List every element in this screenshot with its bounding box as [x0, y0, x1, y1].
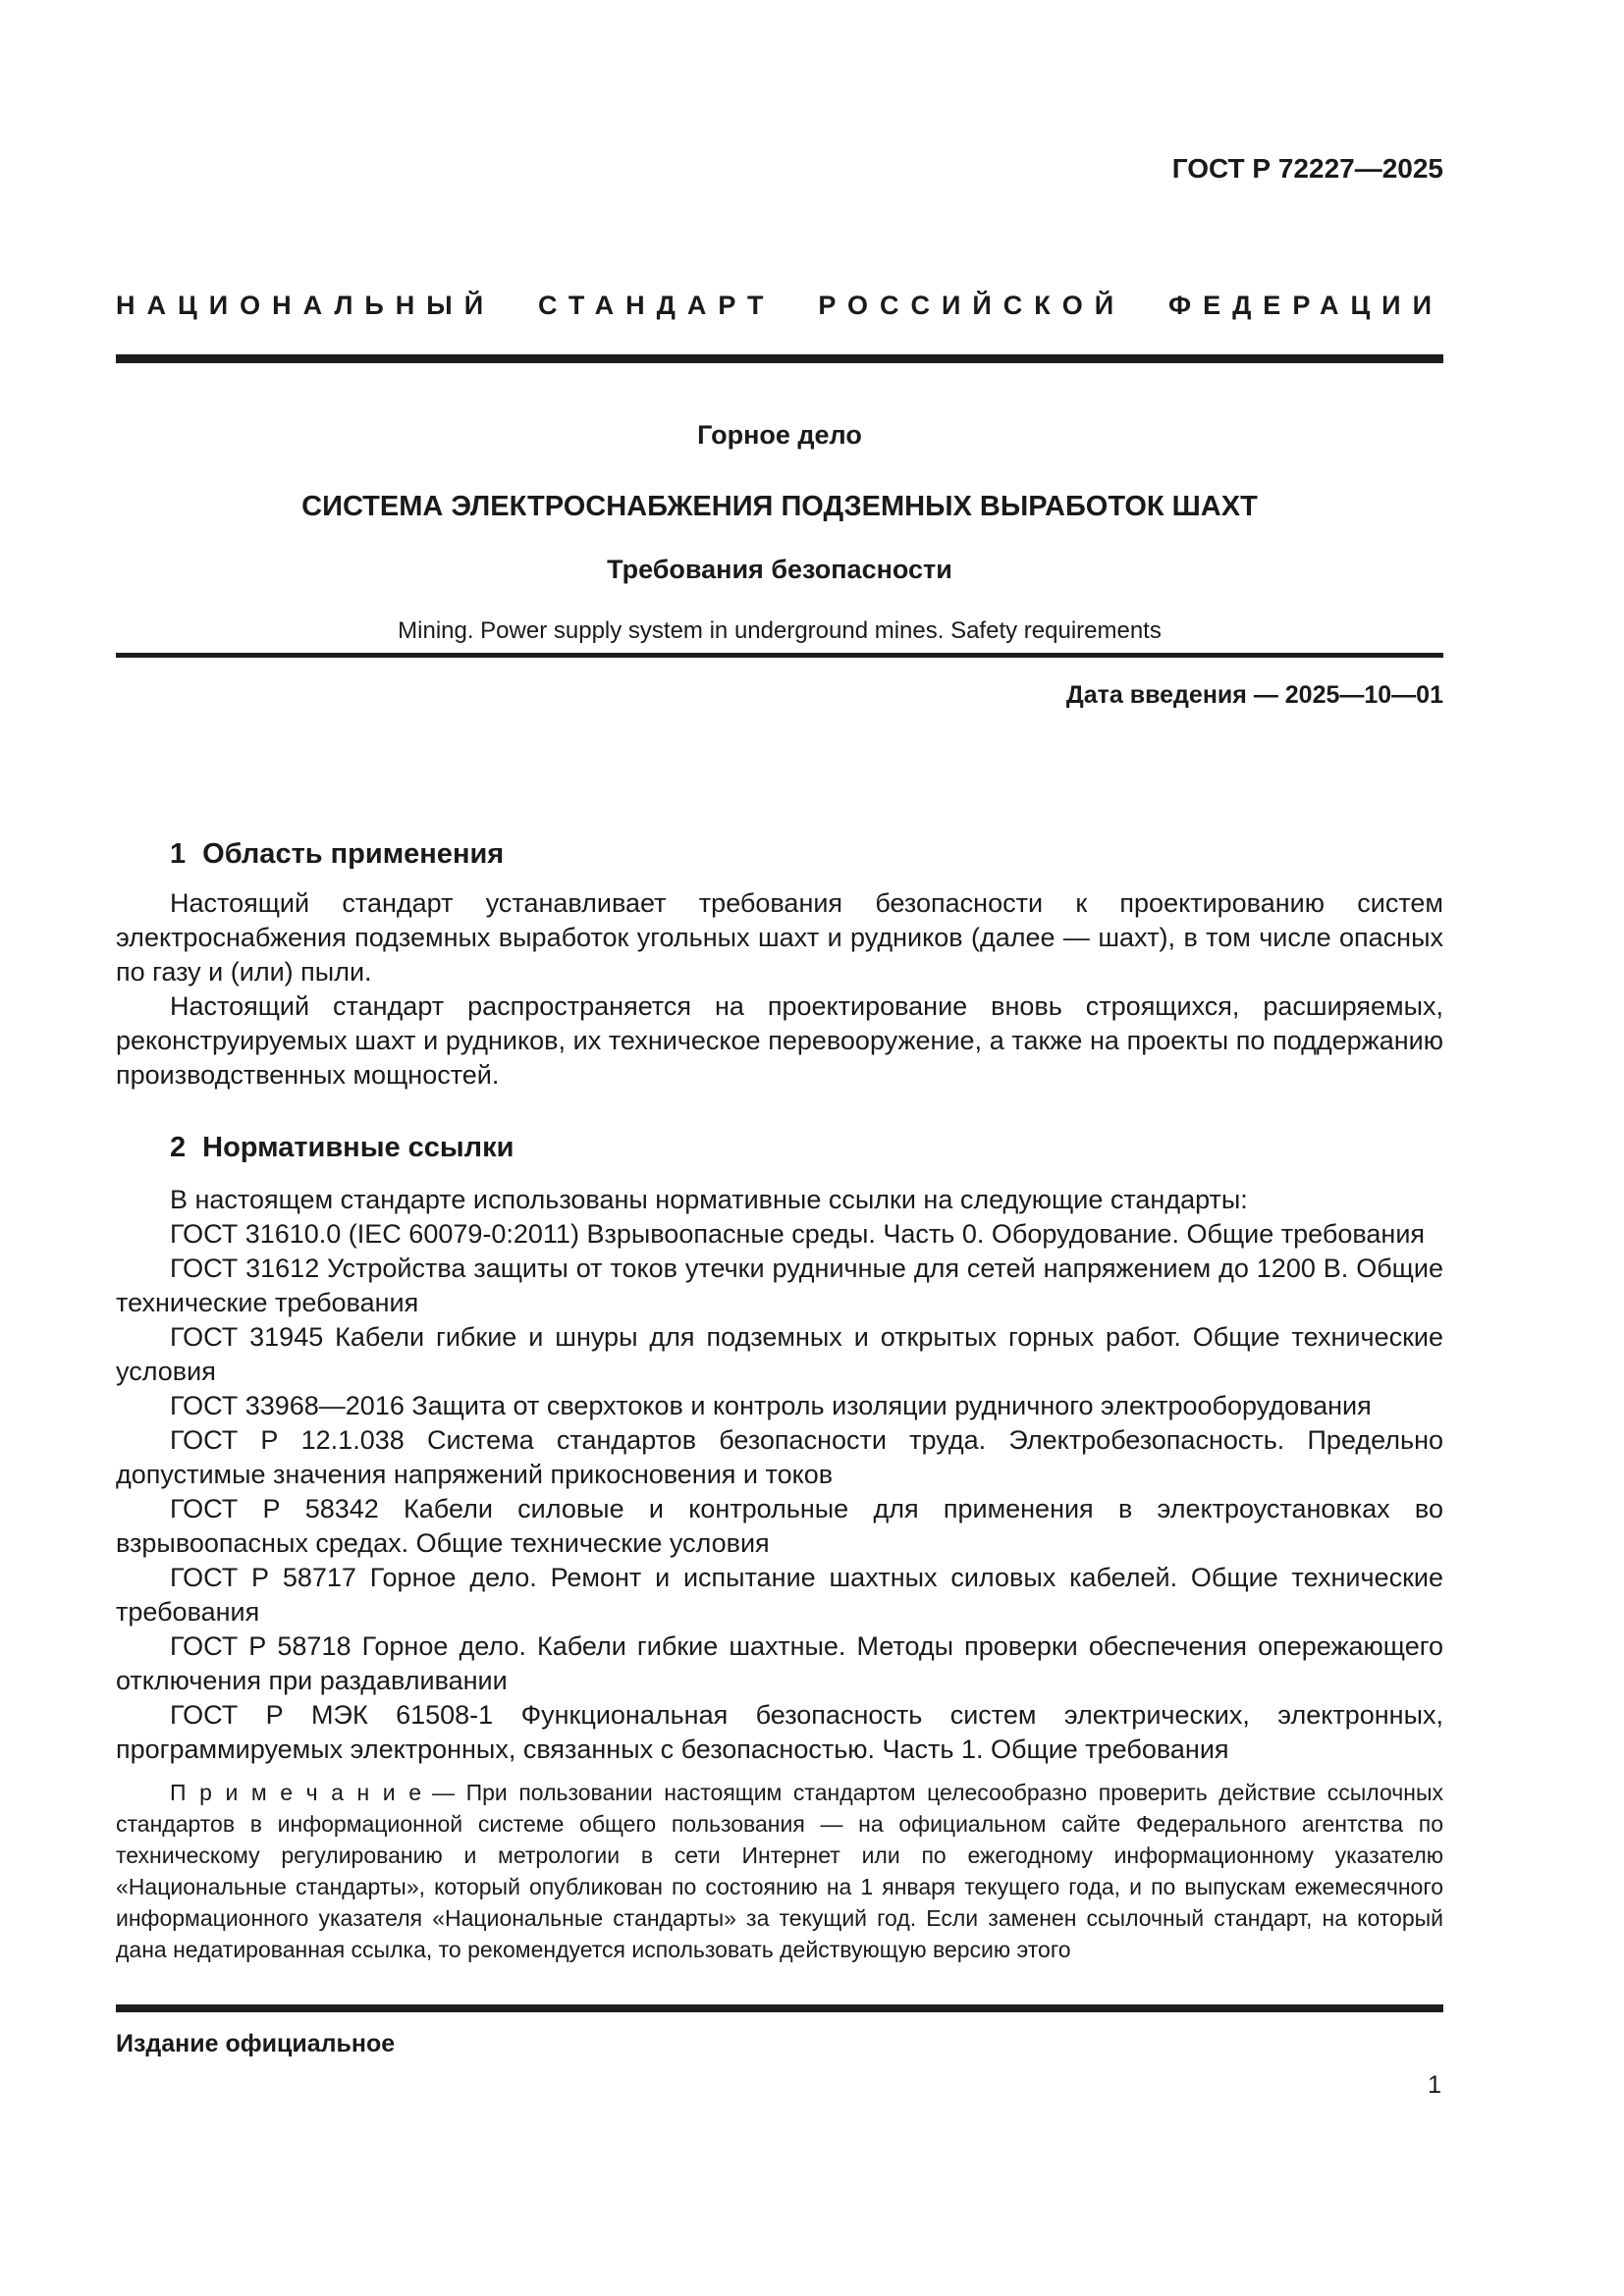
scope-paragraph: Настоящий стандарт распространяется на проектирование вновь строящихся, расширяемых, реконструируемых шахт и рудников, их техническое перевооружение, а также на проекты по поддержанию производственных мощностей.: [116, 991, 1443, 1090]
page-number: 1: [1428, 2071, 1441, 2099]
standard-type-header: НАЦИОНАЛЬНЫЙ СТАНДАРТ РОССИЙСКОЙ ФЕДЕРАЦИИ: [116, 291, 1443, 320]
document-subtitle: Требования безопасности: [607, 555, 952, 584]
standard-reference-item: ГОСТ 31612 Устройства защиты от токов утечки рудничные для сетей напряжением до 1200 В. Общие технические требования: [116, 1254, 1443, 1317]
note-text: — При пользовании настоящим стандартом целесообразно проверить действие ссылочных стандартов в информационной системе общего пользования — на официальном сайте Федерального агентства по техническому регулированию и метрологии в сети Интернет или по ежегодному информационному указателю «Национальные стандарты», который опубликован по состоянию на 1 января текущего года, и по выпускам ежемесячного информационного указателя «Национальные стандарты» за текущий год. Если заменен ссылочный стандарт, на который дана недатированная ссылка, то рекомендуется использовать действующую версию этого: [116, 1780, 1443, 1962]
standard-reference-item: ГОСТ Р 58717 Горное дело. Ремонт и испытание шахтных силовых кабелей. Общие технические требования: [116, 1563, 1443, 1627]
standard-reference-item: ГОСТ Р 12.1.038 Система стандартов безопасности труда. Электробезопасность. Предельно допустимые значения напряжений прикосновения и токов: [116, 1425, 1443, 1489]
document-title: СИСТЕМА ЭЛЕКТРОСНАБЖЕНИЯ ПОДЗЕМНЫХ ВЫРАБОТОК ШАХТ: [301, 491, 1258, 522]
english-title: Mining. Power supply system in underground mines. Safety requirements: [398, 617, 1162, 644]
standard-reference-item: ГОСТ Р 58342 Кабели силовые и контрольные для применения в электроустановках во взрывоопасных средах. Общие технические условия: [116, 1494, 1443, 1558]
effective-date: Дата введения — 2025—10—01: [1065, 681, 1443, 709]
standard-reference-item: ГОСТ 31610.0 (IEC 60079-0:2011) Взрывоопасные среды. Часть 0. Оборудование. Общие требования: [170, 1219, 1426, 1249]
references-note: [116, 1777, 1443, 1965]
section-references-title: Нормативные ссылки: [202, 1132, 514, 1163]
section-scope-number: 1: [170, 838, 187, 870]
title-divider: [116, 653, 1443, 658]
standard-reference-item: ГОСТ 31945 Кабели гибкие и шнуры для подземных и открытых горных работ. Общие технические условия: [116, 1322, 1443, 1386]
header-divider: [116, 354, 1443, 363]
official-edition-label: Издание официальное: [116, 2030, 396, 2057]
section-references-number: 2: [170, 1132, 187, 1163]
doc-designation: ГОСТ Р 72227—2025: [1171, 153, 1443, 184]
footer-divider: [116, 2004, 1443, 2012]
scope-paragraph: Настоящий стандарт устанавливает требования безопасности к проектированию систем электроснабжения подземных выработок угольных шахт и рудников (далее — шахт), в том числе опасных по газу и (или) пыли.: [116, 888, 1443, 987]
section-references-heading: [116, 1131, 1443, 1165]
section-scope-title: Область применения: [202, 838, 505, 870]
subject-heading: Горное дело: [697, 420, 862, 450]
standard-reference-item: ГОСТ Р МЭК 61508-1 Функциональная безопасность систем электрических, электронных, программируемых электронных, связанных с безопасностью. Часть 1. Общие требования: [116, 1700, 1443, 1764]
section-scope-heading: [116, 837, 1443, 872]
note-label: П р и м е ч а н и е: [170, 1780, 423, 1805]
standard-reference-item: ГОСТ 33968—2016 Защита от сверхтоков и контроль изоляции рудничного электрооборудования: [170, 1391, 1372, 1420]
standard-reference-item: ГОСТ Р 58718 Горное дело. Кабели гибкие шахтные. Методы проверки обеспечения опережающего отключения при раздавливании: [116, 1631, 1443, 1695]
references-intro: В настоящем стандарте использованы нормативные ссылки на следующие стандарты:: [170, 1185, 1248, 1214]
